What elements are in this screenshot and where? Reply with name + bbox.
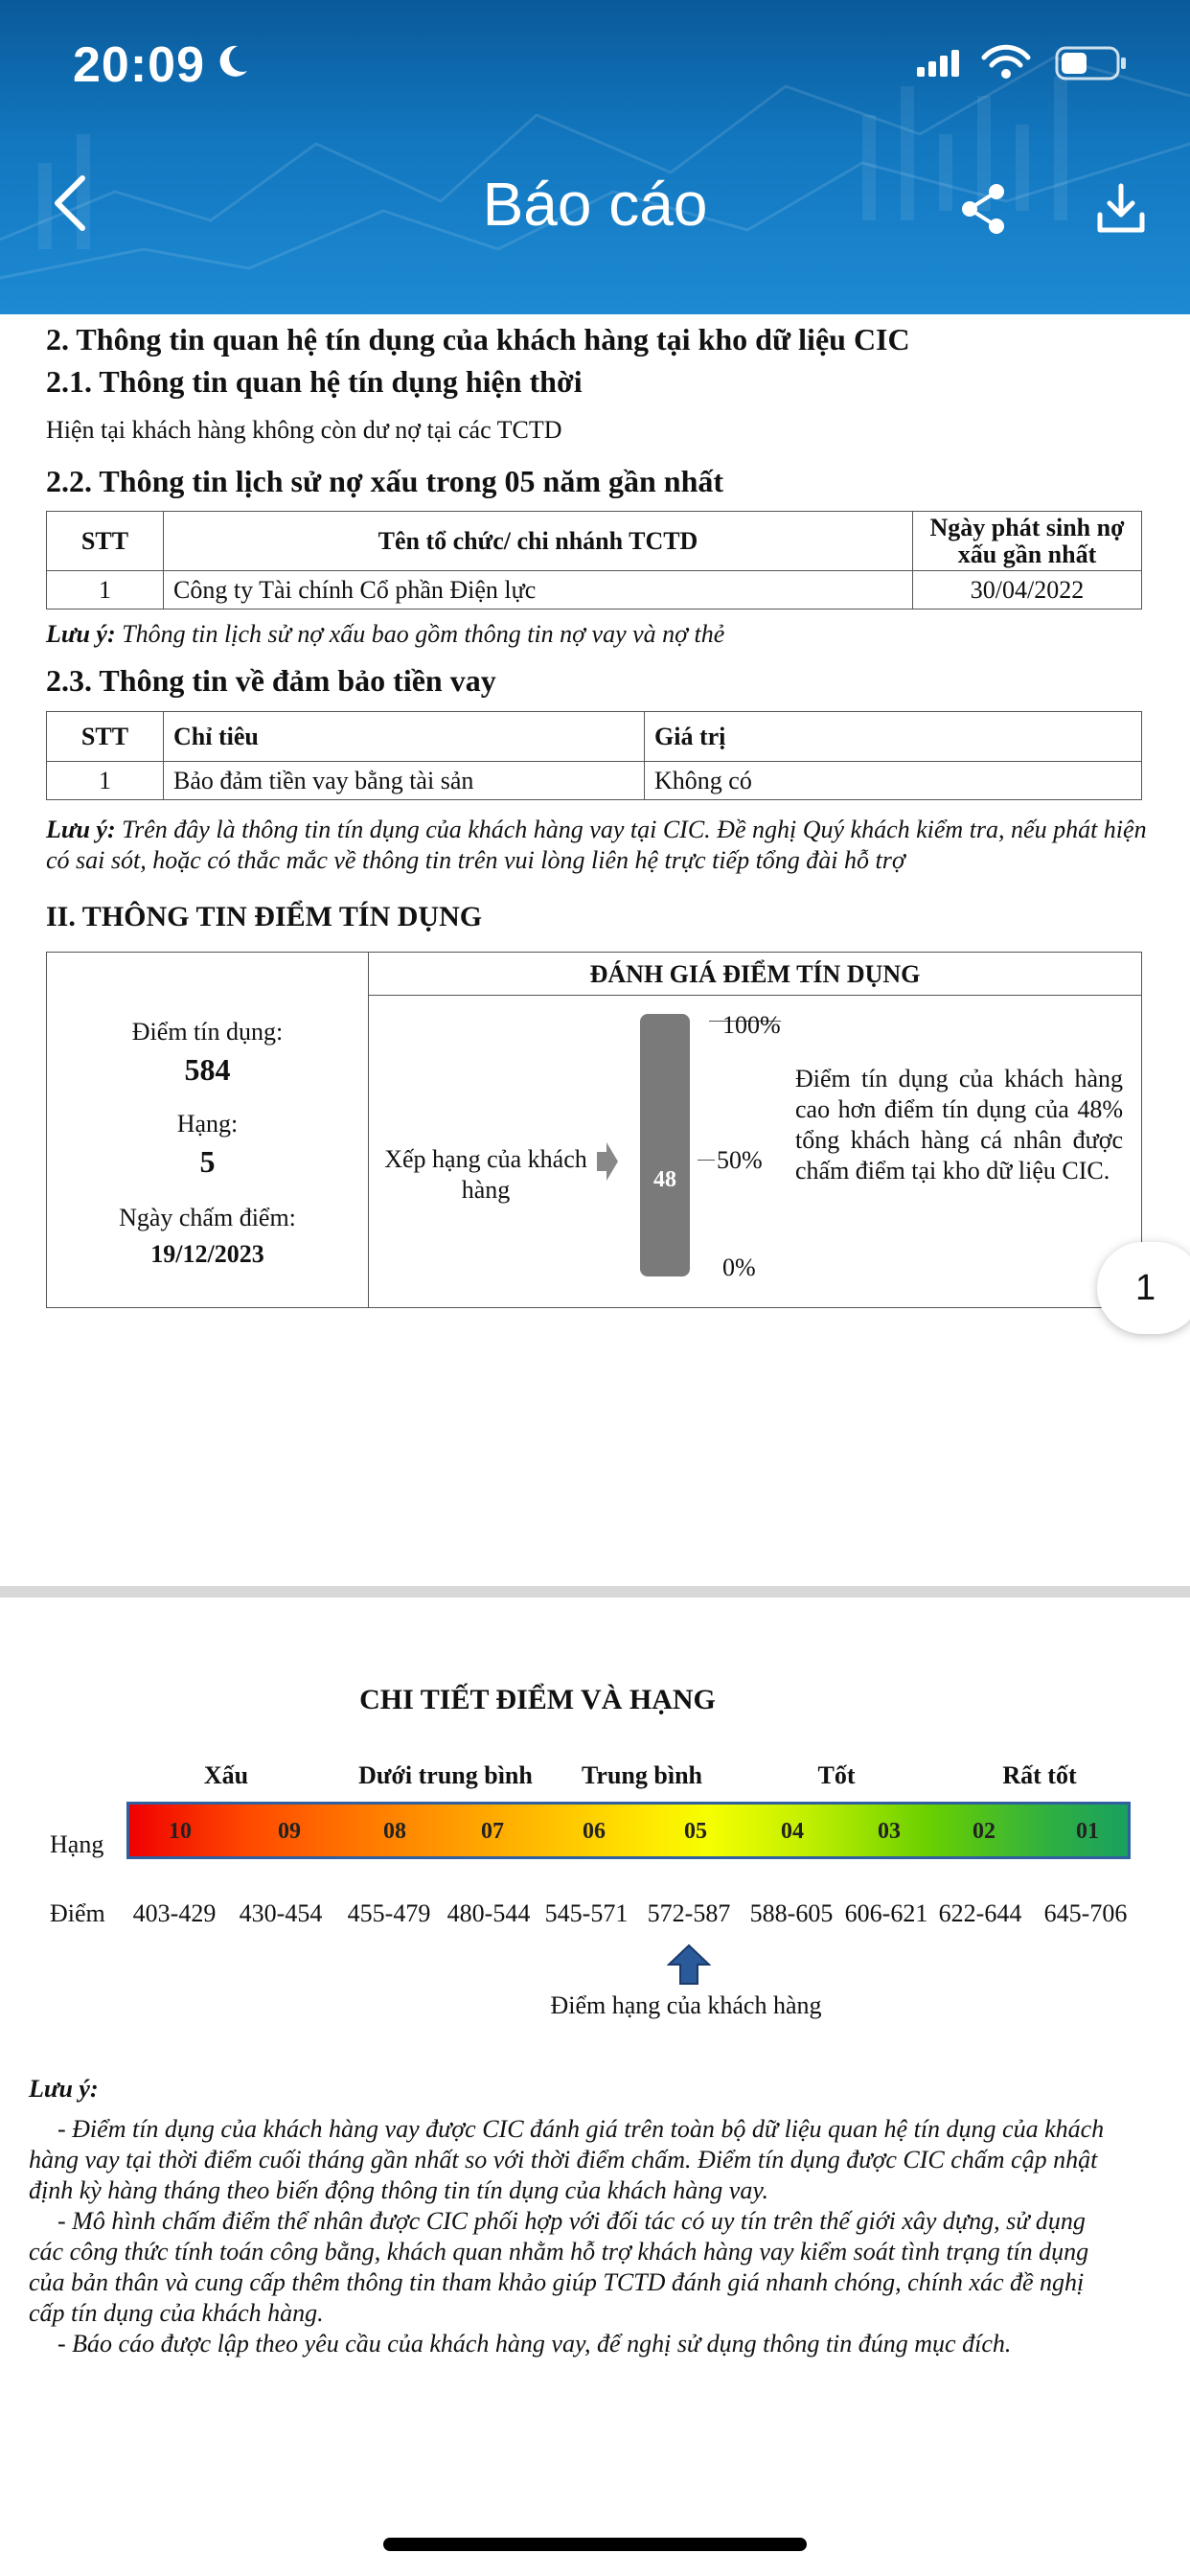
- column-header: Ngày phát sinh nợ xấu gần nhất: [913, 512, 1142, 571]
- rank-label: Hạng:: [176, 1110, 239, 1138]
- score-summary: [47, 953, 369, 1307]
- section-ii-heading: II. THÔNG TIN ĐIỂM TÍN DỤNG: [46, 901, 483, 932]
- rank-cell: 10: [169, 1819, 192, 1844]
- section-23-heading: 2.3. Thông tin về đảm bảo tiền vay: [46, 663, 496, 698]
- section-23-note: [46, 815, 1148, 876]
- marker-label: Điểm hạng của khách hàng: [550, 1991, 822, 2019]
- gauge-tick-line: [698, 1160, 715, 1161]
- score-row-label: Điểm: [50, 1899, 105, 1927]
- cellular-signal-icon: [917, 50, 959, 77]
- date-label: Ngày chấm điểm:: [119, 1204, 296, 1231]
- pointer-arrow-icon: [595, 1140, 620, 1183]
- rank-cell: 09: [278, 1819, 301, 1844]
- score-range: 480-544: [446, 1899, 531, 1927]
- score-range: 430-454: [239, 1899, 323, 1927]
- score-range: 606-621: [844, 1899, 928, 1927]
- page-indicator[interactable]: 1: [1097, 1242, 1190, 1334]
- note-label: Lưu ý:: [46, 620, 116, 648]
- date-value: 19/12/2023: [150, 1240, 264, 1268]
- table-row: [47, 571, 1142, 610]
- table-cell: Bảo đảm tiền vay bằng tài sản: [164, 762, 645, 800]
- gauge-value: 48: [653, 1167, 676, 1192]
- score-label: Điểm tín dụng:: [131, 1018, 284, 1046]
- score-range: 645-706: [1043, 1899, 1128, 1927]
- rank-cell: 07: [481, 1819, 504, 1844]
- download-button[interactable]: [1096, 182, 1146, 236]
- score-range: 403-429: [132, 1899, 217, 1927]
- rank-cell: 08: [383, 1819, 406, 1844]
- rank-cell: 04: [781, 1819, 804, 1844]
- note-text: Trên đây là thông tin tín dụng của khách hàng vay tại CIC. Đề nghị Quý khách kiểm tra, nếu phát hiện có sai sót, hoặc có thắc mắc về thông tin trên vui lòng liên hệ trực tiếp tổng đài hỗ trợ: [46, 816, 1147, 874]
- note-item: - Điểm tín dụng của khách hàng vay được CIC đánh giá trên toàn bộ dữ liệu quan hệ tín dụng của khách hàng vay tại thời điểm cuối tháng gần nhất so với thời điểm chấm. Điểm tín dụng được CIC chấm cập nhật định kỳ hàng tháng theo biến động thông tin tín dụng của khách hàng vay.: [29, 2115, 1105, 2204]
- table-cell: Công ty Tài chính Cổ phần Điện lực: [164, 571, 913, 610]
- rank-cell: 03: [878, 1819, 901, 1844]
- gauge-tick: [709, 1011, 781, 1039]
- category-label: Dưới trung bình: [358, 1761, 533, 1789]
- table-row: [47, 762, 1142, 800]
- battery-icon: [1057, 48, 1126, 79]
- rank-cell: 06: [583, 1819, 606, 1844]
- loan-guarantee-table: [46, 711, 1142, 800]
- note-item: - Báo cáo được lập theo yêu cầu của khách hàng vay, để nghị sử dụng thông tin đúng mục đích.: [57, 2330, 1012, 2358]
- panel-header: ĐÁNH GIÁ ĐIỂM TÍN DỤNG: [369, 953, 1141, 996]
- note-text: Thông tin lịch sử nợ xấu bao gồm thông tin nợ vay và nợ thẻ: [122, 620, 725, 648]
- table-header-row: [47, 512, 1142, 571]
- gauge-tick-label: 50%: [717, 1146, 763, 1174]
- score-range: 545-571: [544, 1899, 629, 1927]
- column-header: Chỉ tiêu: [164, 712, 645, 762]
- download-icon: [1100, 186, 1142, 230]
- bad-debt-history-table: [46, 511, 1142, 610]
- page-separator: [0, 1586, 1190, 1598]
- section-22-heading: 2.2. Thông tin lịch sử nợ xấu trong 05 năm gần nhất: [46, 464, 724, 498]
- gauge-tick-label: 0%: [722, 1254, 756, 1281]
- table-cell: 1: [47, 762, 164, 800]
- rating-label: Xếp hạng của khách hàng: [384, 1145, 587, 1204]
- share-button[interactable]: [958, 182, 1008, 236]
- note-label: Lưu ý:: [46, 816, 116, 843]
- table-cell: 30/04/2022: [913, 571, 1142, 610]
- rank-cell: 01: [1076, 1819, 1099, 1844]
- table-cell: 1: [47, 571, 164, 610]
- column-header: Giá trị: [645, 712, 1142, 762]
- column-header: STT: [47, 512, 164, 571]
- category-label: Tốt: [817, 1761, 856, 1789]
- status-icons: [915, 42, 1135, 84]
- gauge-tick: [709, 1254, 756, 1282]
- category-label: Rất tốt: [1002, 1761, 1077, 1789]
- detail-title: CHI TIẾT ĐIỂM VÀ HẠNG: [359, 1684, 716, 1715]
- category-label: Trung bình: [582, 1761, 702, 1789]
- notes-title: Lưu ý:: [29, 2075, 99, 2103]
- moon-icon: [213, 42, 251, 80]
- section-21-text: Hiện tại khách hàng không còn dư nợ tại các TCTD: [46, 416, 562, 444]
- page-title: Báo cáo: [482, 170, 708, 239]
- rank-scale: [126, 1802, 1131, 1859]
- gauge-bar: [640, 1014, 690, 1276]
- section-2-heading: 2. Thông tin quan hệ tín dụng của khách hàng tại kho dữ liệu CIC: [46, 322, 910, 356]
- rank-cell: 05: [684, 1819, 707, 1844]
- rank-cell: 02: [973, 1819, 995, 1844]
- section-21-heading: 2.1. Thông tin quan hệ tín dụng hiện thời: [46, 364, 583, 399]
- table-cell: Không có: [645, 762, 1142, 800]
- app-header: [0, 0, 1190, 314]
- gauge-tick: [696, 1146, 763, 1175]
- home-indicator[interactable]: [383, 2538, 807, 2551]
- section-22-note: [46, 619, 724, 650]
- note-item: - Mô hình chấm điểm thể nhân được CIC phối hợp với đối tác có uy tín trên thế giới xây dựng, sử dụng các công thức tính toán công bằng, khách quan nhằm hỗ trợ khách hàng vay kiểm soát tình trạng tín dụng của bản thân và cung cấp thêm thông tin tham khảo giúp TCTD đánh giá nhanh chóng, chính xác đề nghị cấp tín dụng của khách hàng.: [29, 2207, 1089, 2327]
- gauge-tick-label: 100%: [722, 1011, 781, 1039]
- score-value: 584: [184, 1052, 231, 1087]
- column-header: Tên tổ chức/ chi nhánh TCTD: [164, 512, 913, 571]
- score-range: 455-479: [347, 1899, 431, 1927]
- wifi-icon: [984, 47, 1028, 65]
- score-range: 622-644: [938, 1899, 1022, 1927]
- status-time: 20:09: [73, 37, 205, 93]
- marker-up-arrow-icon: [667, 1944, 711, 1986]
- column-header: STT: [47, 712, 164, 762]
- rank-row-label: Hạng: [50, 1830, 104, 1858]
- score-range: 572-587: [647, 1899, 731, 1927]
- notes-block: [29, 2074, 1121, 2359]
- table-header-row: [47, 712, 1142, 762]
- score-description: Điểm tín dụng của khách hàng cao hơn điểm tín dụng của 48% tổng khách hàng cá nhân được chấm điểm tại kho dữ liệu CIC.: [795, 1065, 1123, 1184]
- category-label: Xấu: [203, 1761, 249, 1789]
- rank-value: 5: [199, 1144, 216, 1179]
- score-range: 588-605: [749, 1899, 834, 1927]
